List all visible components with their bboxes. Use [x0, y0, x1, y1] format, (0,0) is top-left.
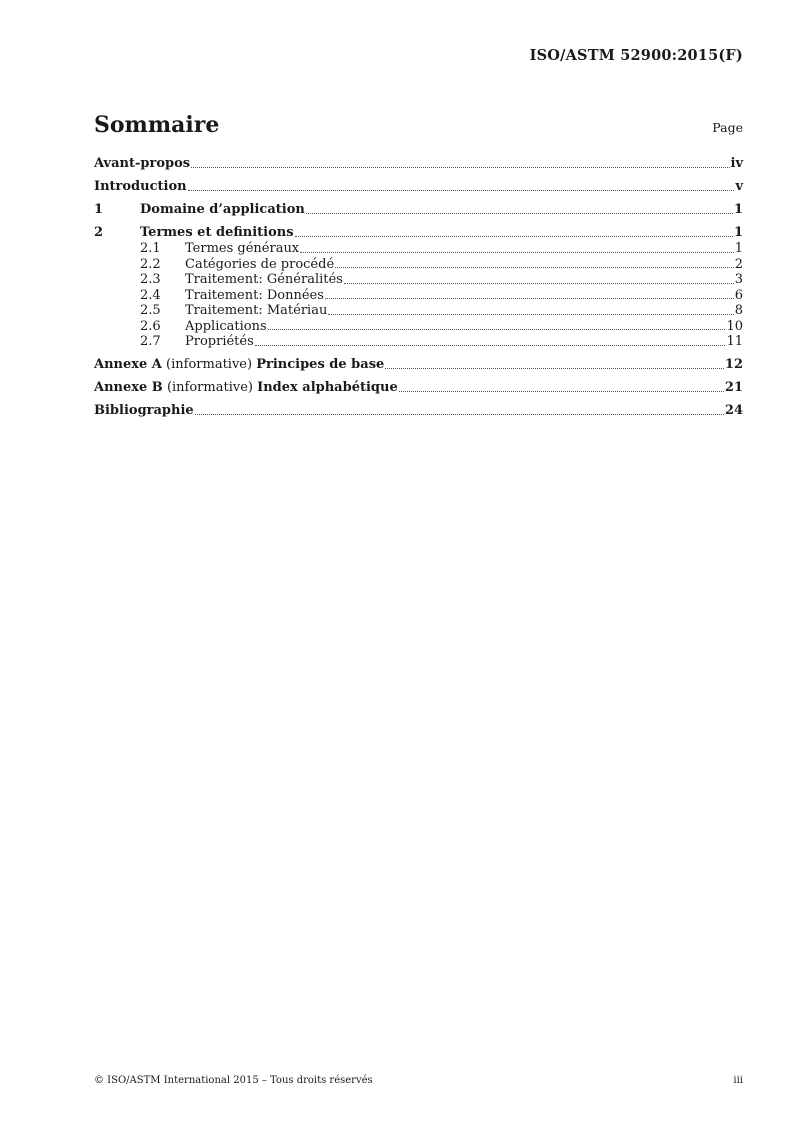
dot-leader — [300, 252, 734, 253]
toc-page-number: 3 — [734, 272, 743, 287]
toc-entry-section-1[interactable] — [94, 202, 743, 218]
toc-entry-section-2-6[interactable] — [94, 319, 743, 335]
toc-label: Catégories de procédé — [185, 256, 335, 272]
dot-leader — [295, 236, 733, 237]
toc-entry-section-2-5[interactable] — [94, 303, 743, 319]
table-of-contents — [94, 156, 743, 419]
toc-label: Termes généraux — [185, 241, 300, 256]
dot-leader — [328, 314, 733, 315]
toc-entry-section-2-3[interactable] — [94, 272, 743, 288]
toc-page-number: 8 — [734, 303, 743, 318]
annex-type: (informative) — [166, 356, 253, 372]
dot-leader — [344, 283, 734, 284]
subsection-number: 2.4 — [140, 287, 161, 303]
toc-label — [94, 357, 384, 373]
toc-page-number: 24 — [724, 402, 743, 418]
footer-copyright: © ISO/ASTM International 2015 – Tous droits réservés — [94, 1075, 373, 1086]
dot-leader — [255, 345, 726, 346]
dot-leader — [385, 368, 724, 369]
dot-leader — [268, 329, 726, 330]
toc-page-number: 1 — [733, 225, 743, 240]
toc-page-number: 1 — [734, 241, 743, 256]
annex-title: Principes de base — [256, 356, 385, 372]
subsection-number: 2.6 — [140, 318, 161, 334]
section-number: 1 — [94, 202, 104, 217]
subsection-number: 2.3 — [140, 272, 161, 287]
toc-label: Propriétés — [185, 334, 254, 349]
toc-label: Domaine d’application — [140, 202, 305, 217]
subsection-number: 2.7 — [140, 334, 161, 349]
toc-label: Introduction — [94, 179, 187, 194]
subsection-number: 2.2 — [140, 256, 161, 272]
toc-label: Bibliographie — [94, 402, 194, 418]
dot-leader — [335, 267, 734, 268]
toc-entry-annexe-b[interactable] — [94, 380, 743, 396]
dot-leader — [191, 167, 729, 168]
toc-label: Termes et definitions — [140, 225, 294, 240]
toc-page-number: 12 — [724, 356, 743, 372]
toc-entry-introduction[interactable] — [94, 179, 743, 195]
toc-entry-section-2-7[interactable] — [94, 334, 743, 350]
annex-type: (informative) — [166, 379, 253, 395]
toc-page-number: 21 — [724, 379, 743, 395]
toc-page-number: iv — [730, 156, 743, 171]
subsection-number: 2.1 — [140, 241, 161, 256]
dot-leader — [306, 213, 733, 214]
toc-page-number: 1 — [733, 202, 743, 217]
annex-title: Index alphabétique — [257, 379, 398, 395]
toc-entry-section-2[interactable] — [94, 225, 743, 241]
annex-prefix: Annexe A — [94, 356, 162, 372]
toc-page-number: 11 — [726, 334, 743, 349]
toc-page-number: v — [735, 179, 743, 194]
toc-page-number: 10 — [726, 318, 743, 334]
page-column-label: Page — [712, 120, 743, 135]
toc-label: Traitement: Matériau — [185, 303, 328, 318]
toc-entry-section-2-1[interactable] — [94, 241, 743, 257]
toc-label: Applications — [185, 318, 267, 334]
dot-leader — [188, 190, 735, 191]
toc-page-number: 2 — [734, 256, 743, 272]
toc-label: Traitement: Généralités — [185, 272, 343, 287]
toc-label: Avant-propos — [94, 156, 191, 171]
toc-header — [94, 112, 743, 142]
toc-label: Traitement: Données — [185, 287, 324, 303]
dot-leader — [399, 391, 724, 392]
toc-entry-annexe-a[interactable] — [94, 357, 743, 373]
toc-label — [94, 380, 398, 396]
toc-entry-avant-propos[interactable] — [94, 156, 743, 172]
toc-entry-section-2-4[interactable] — [94, 288, 743, 304]
section-number: 2 — [94, 225, 104, 240]
annex-prefix: Annexe B — [94, 379, 163, 395]
toc-entry-bibliographie[interactable] — [94, 403, 743, 419]
toc-entry-section-2-2[interactable] — [94, 257, 743, 273]
toc-page-number: 6 — [734, 287, 743, 303]
dot-leader — [195, 414, 724, 415]
footer-page-number: iii — [733, 1075, 743, 1086]
document-id: ISO/ASTM 52900:2015(F) — [529, 47, 743, 64]
subsection-number: 2.5 — [140, 303, 161, 318]
dot-leader — [325, 298, 734, 299]
page-title: Sommaire — [94, 112, 220, 138]
